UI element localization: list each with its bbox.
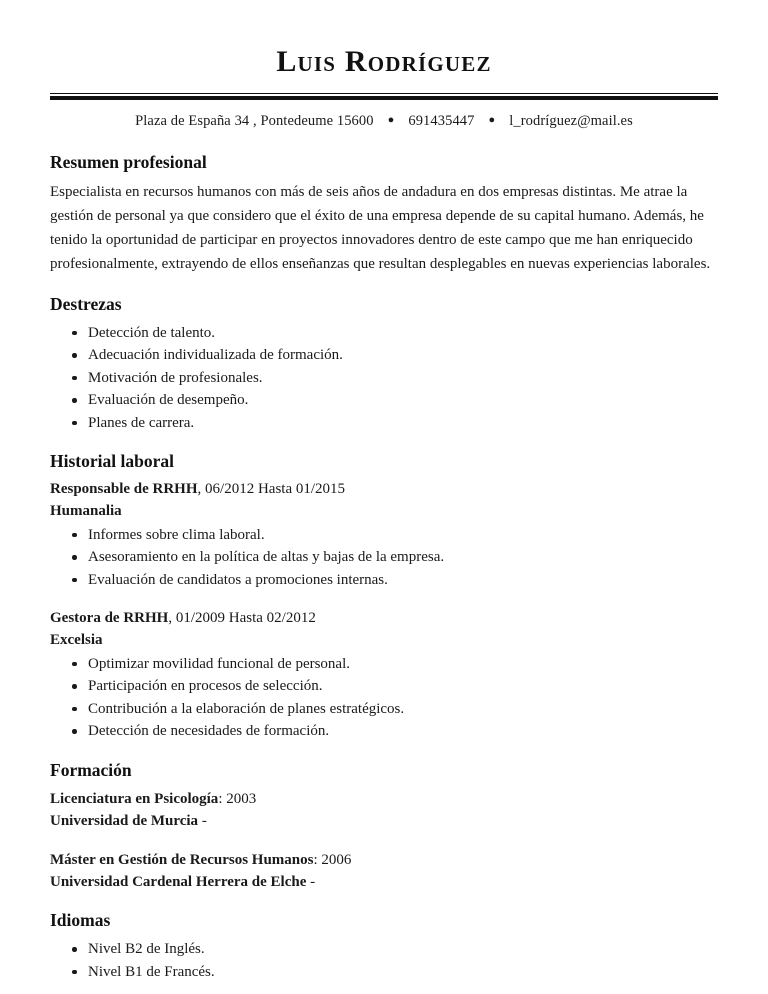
education-school-line bbox=[50, 871, 718, 893]
job-company: Humanalia bbox=[50, 502, 122, 519]
education-entry bbox=[50, 849, 718, 893]
job-dates: , 01/2009 Hasta 02/2012 bbox=[168, 610, 316, 627]
contact-separator-icon: ● bbox=[387, 113, 395, 126]
education-degree: Máster en Gestión de Recursos Humanos bbox=[50, 852, 314, 869]
list-item: Adecuación individualizada de formación. bbox=[70, 344, 718, 367]
languages-list bbox=[50, 938, 718, 983]
education-year: : 2006 bbox=[313, 852, 352, 869]
contact-separator-icon: ● bbox=[488, 113, 496, 126]
job-duties-list bbox=[50, 653, 718, 743]
list-item: Informes sobre clima laboral. bbox=[70, 524, 718, 547]
education-degree-line bbox=[50, 788, 718, 810]
education-school-line bbox=[50, 810, 718, 832]
contact-email: l_rodríguez@mail.es bbox=[509, 112, 633, 129]
job-title: Gestora de RRHH bbox=[50, 610, 169, 627]
divider-line-thick bbox=[50, 96, 718, 100]
section-title-experience: Historial laboral bbox=[50, 451, 174, 472]
job-dates: , 06/2012 Hasta 01/2015 bbox=[197, 481, 346, 498]
list-item: Optimizar movilidad funcional de personal. bbox=[70, 653, 718, 676]
job-title: Responsable de RRHH bbox=[50, 481, 198, 498]
list-item: Evaluación de candidatos a promociones internas. bbox=[70, 569, 718, 592]
section-languages bbox=[50, 910, 718, 983]
section-title-skills: Destrezas bbox=[50, 293, 122, 314]
section-experience bbox=[50, 451, 718, 743]
skills-list bbox=[50, 322, 718, 435]
education-school: Universidad Cardenal Herrera de Elche bbox=[50, 874, 307, 891]
list-item: Nivel B1 de Francés. bbox=[70, 961, 718, 984]
list-item: Contribución a la elaboración de planes estratégicos. bbox=[70, 698, 718, 721]
education-entry bbox=[50, 788, 718, 832]
section-title-education: Formación bbox=[50, 759, 132, 780]
list-item: Nivel B2 de Inglés. bbox=[70, 938, 718, 961]
list-item: Participación en procesos de selección. bbox=[70, 675, 718, 698]
list-item: Asesoramiento en la política de altas y bajas de la empresa. bbox=[70, 546, 718, 569]
list-item: Detección de necesidades de formación. bbox=[70, 720, 718, 743]
list-item: Motivación de profesionales. bbox=[70, 367, 718, 390]
job-header bbox=[50, 608, 718, 630]
job-company: Excelsia bbox=[50, 631, 103, 648]
experience-entry bbox=[50, 479, 718, 591]
summary-paragraph: Especialista en recursos humanos con más de seis años de andadura en dos empresas distintas. Me atrae la gestión de personal ya que considero que el éxito de una empresa depende de su capital humano. Además, he tenido la oportunidad de participar en proyectos innovadores dentro de este campo que me han enriquecido profesionalmente, extrayendo de ellos enseñanzas que resultan desplegables en nuevas experiencias laborales. bbox=[50, 183, 711, 273]
list-item: Detección de talento. bbox=[70, 322, 718, 345]
education-dash: - bbox=[198, 812, 207, 829]
candidate-name: Luis Rodríguez bbox=[276, 45, 492, 78]
contact-phone: 691435447 bbox=[408, 112, 475, 129]
education-degree: Licenciatura en Psicología bbox=[50, 790, 219, 807]
job-duties-list bbox=[50, 524, 718, 592]
education-degree-line bbox=[50, 849, 718, 871]
section-education bbox=[50, 760, 718, 894]
section-title-languages: Idiomas bbox=[50, 910, 111, 931]
education-school: Universidad de Murcia bbox=[50, 812, 199, 829]
section-title-summary: Resumen profesional bbox=[50, 151, 207, 172]
contact-address: Plaza de España 34 , Pontedeume 15600 bbox=[135, 112, 374, 129]
education-dash: - bbox=[306, 874, 316, 891]
experience-entry bbox=[50, 608, 718, 743]
job-header bbox=[50, 479, 718, 501]
section-skills bbox=[50, 294, 718, 435]
section-summary bbox=[50, 152, 718, 277]
list-item: Planes de carrera. bbox=[70, 412, 718, 435]
education-year: : 2003 bbox=[218, 790, 257, 807]
list-item: Evaluación de desempeño. bbox=[70, 389, 718, 412]
header-divider bbox=[50, 93, 718, 100]
resume-header bbox=[0, 0, 768, 130]
resume-body bbox=[50, 130, 718, 984]
contact-info bbox=[0, 113, 768, 130]
